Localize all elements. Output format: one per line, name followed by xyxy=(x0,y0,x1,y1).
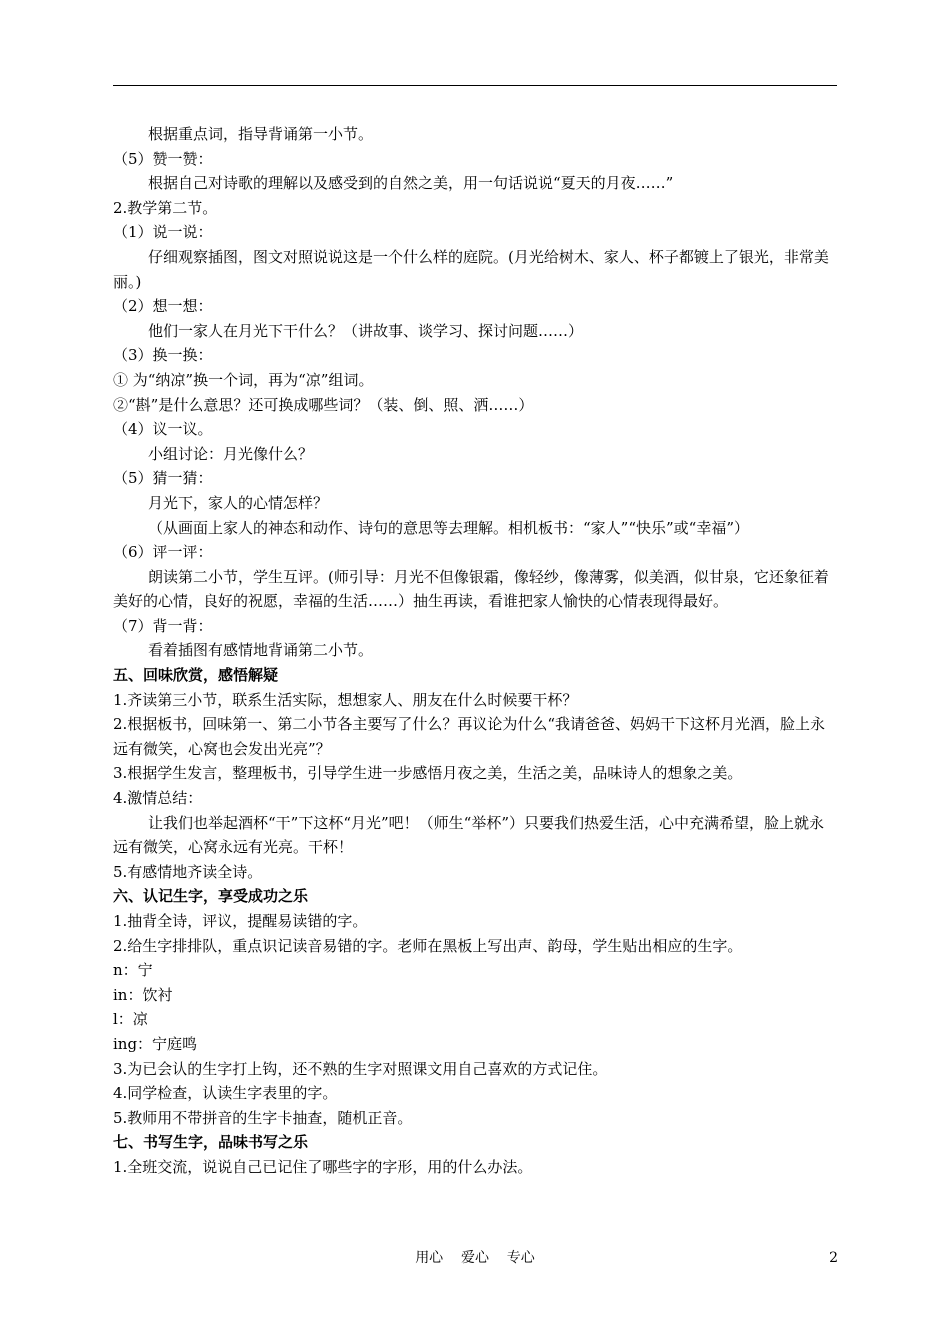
page-number: 2 xyxy=(829,1250,838,1266)
paragraph: 看着插图有感情地背诵第二小节。 xyxy=(148,641,374,660)
phonics-row: l：凉 xyxy=(113,1010,148,1029)
step-heading: （1）说一说： xyxy=(113,223,213,242)
section-heading: 六、认记生字，享受成功之乐 xyxy=(113,887,309,906)
paragraph: 让我们也举起酒杯“干”下这杯“月光”吧！（师生“举杯”）只要我们热爱生活，心中充满希望，脸上就永远有微笑，心窝永远有光亮。干杯！ xyxy=(113,813,825,857)
list-item: ① 为“纳凉”换一个词，再为“凉”组词。 xyxy=(113,370,374,389)
footer-motto: 用心 爱心 专心 xyxy=(415,1250,535,1266)
step-heading: （6）评一评： xyxy=(113,543,213,562)
step-heading: （7）背一背： xyxy=(113,616,213,635)
numbered-item: 2.给生字排排队，重点识记读音易错的字。老师在黑板上写出声、韵母，学生贴出相应的生字。 xyxy=(113,936,743,955)
numbered-item: 1.全班交流，说说自己已记住了哪些字的字形，用的什么办法。 xyxy=(113,1157,533,1176)
step-heading: （5）赞一赞： xyxy=(113,149,213,168)
numbered-item: 1.抽背全诗，评议，提醒易读错的字。 xyxy=(113,912,368,930)
paragraph: 小组讨论：月光像什么？ xyxy=(148,444,314,463)
step-heading: （4）议一议。 xyxy=(113,420,213,439)
paragraph: 根据重点词，指导背诵第一小节。 xyxy=(148,125,374,143)
paragraph: 月光下，家人的心情怎样？ xyxy=(148,493,329,512)
numbered-item: 3.根据学生发言，整理板书，引导学生进一步感悟月夜之美，生活之美，品味诗人的想象之美。 xyxy=(113,764,743,783)
section-heading: 七、书写生字，品味书写之乐 xyxy=(113,1133,309,1152)
numbered-item: 4.激情总结： xyxy=(113,789,203,808)
numbered-item: 2.教学第二节。 xyxy=(113,198,218,217)
paragraph: （从画面上家人的神态和动作、诗句的意思等去理解。相机板书：“家人”“快乐”或“幸福”） xyxy=(148,518,750,537)
numbered-item: 2.根据板书，回味第一、第二小节各主要写了什么？再议论为什么“我请爸爸、妈妈干下这杯月光酒，脸上永远有微笑，心窝也会发出光亮”？ xyxy=(113,715,825,758)
document-body xyxy=(113,122,837,1180)
phonics-row: n：宁 xyxy=(113,961,153,980)
list-item: ②“斟”是什么意思？还可换成哪些词？（装、倒、照、洒……） xyxy=(113,395,534,414)
step-heading: （5）猜一猜： xyxy=(113,469,213,488)
numbered-item: 5.有感情地齐读全诗。 xyxy=(113,862,263,881)
phonics-row: ing：宁庭鸣 xyxy=(113,1034,198,1053)
numbered-item: 4.同学检查，认读生字表里的字。 xyxy=(113,1084,338,1103)
paragraph: 根据自己对诗歌的理解以及感受到的自然之美，用一句话说说“夏天的月夜……” xyxy=(148,174,674,193)
step-heading: （2）想一想： xyxy=(113,297,213,316)
numbered-item: 3.为已会认的生字打上钩，还不熟的生字对照课文用自己喜欢的方式记住。 xyxy=(113,1059,608,1078)
header-rule xyxy=(113,85,837,86)
step-heading: （3）换一换： xyxy=(113,346,213,365)
paragraph: 仔细观察插图，图文对照说说这是一个什么样的庭院。(月光给树木、家人、杯子都镀上了银光，非常美丽。) xyxy=(113,247,829,291)
numbered-item: 1.齐读第三小节，联系生活实际，想想家人、朋友在什么时候要干杯？ xyxy=(113,690,578,709)
section-heading: 五、回味欣赏，感悟解疑 xyxy=(113,666,279,685)
phonics-row: in：饮衬 xyxy=(113,985,173,1004)
numbered-item: 5.教师用不带拼音的生字卡抽查，随机正音。 xyxy=(113,1108,413,1127)
paragraph: 朗读第二小节，学生互评。(师引导：月光不但像银霜，像轻纱，像薄雾，似美酒，似甘泉，它还象征着美好的心情，良好的祝愿，幸福的生活……）抽生再读，看谁把家人愉快的心情表现得最好。 xyxy=(113,567,829,611)
paragraph: 他们一家人在月光下干什么？（讲故事、谈学习、探讨问题……） xyxy=(148,321,584,340)
